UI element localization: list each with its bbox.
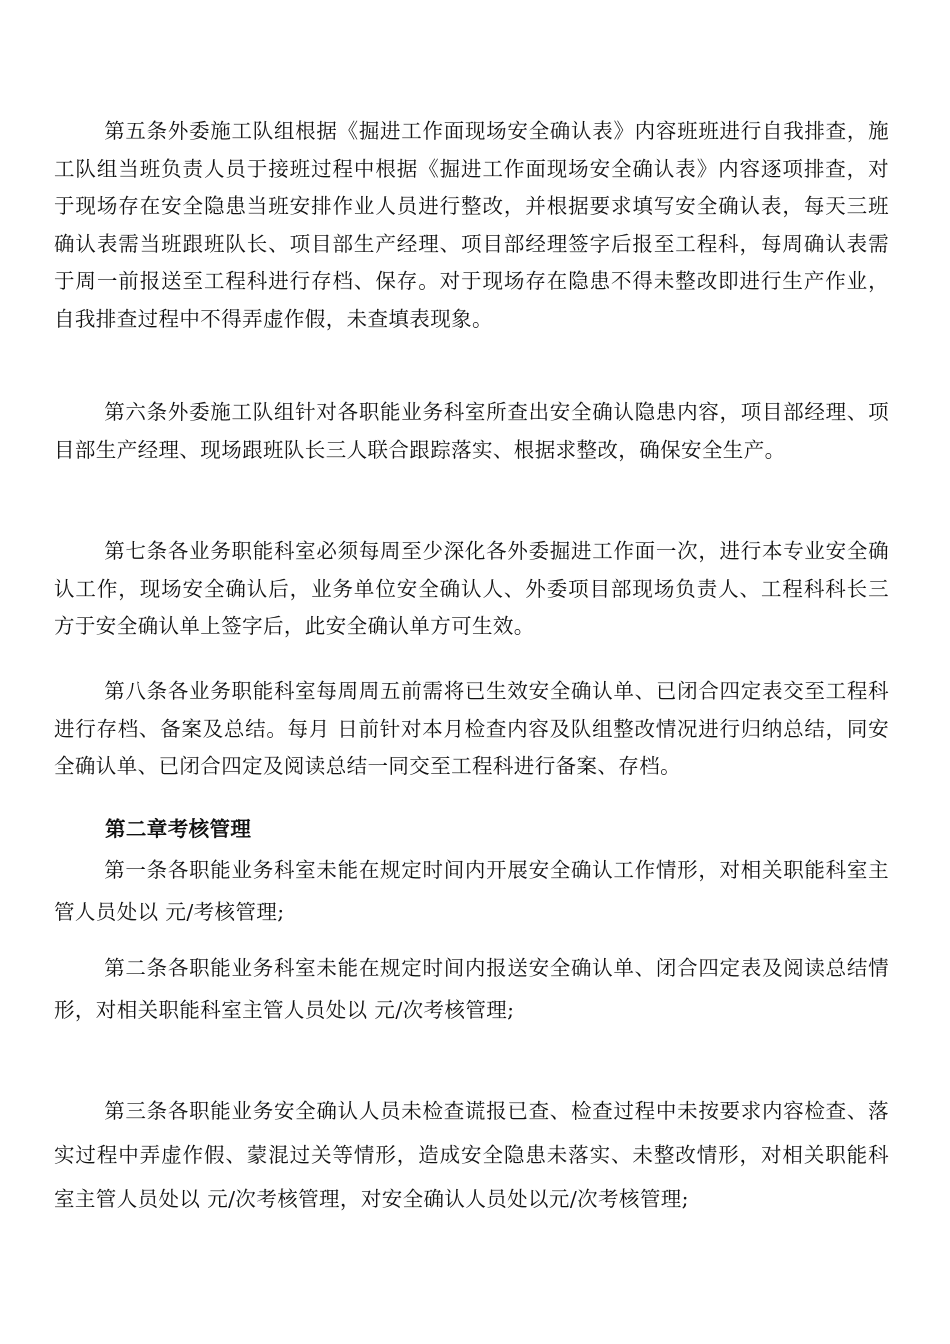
article-5-paragraph: 第五条外委施工队组根据《掘进工作面现场安全确认表》内容班班进行自我排查，施工队组当班负责人员于接班过程中根据《掘进工作面现场安全确认表》内容逐项排查，对于现场存在安全隐患当班安排作业人员进行整改，并根据要求填写安全确认表，每天三班确认表需当班跟班队长、项目部生产经理、项目部经理签字后报至工程科，每周确认表需于周一前报送至工程科进行存档、保存。对于现场存在隐患不得未整改即进行生产作业，自我排查过程中不得弄虚作假，未查填表现象。 [54, 119, 889, 331]
article-8-paragraph: 第八条各业务职能科室每周周五前需将已生效安全确认单、已闭合四定表交至工程科进行存档、备案及总结。每月 日前针对本月检查内容及队组整改情况进行归纳总结，同安全确认单、已闭合四定及阅读总结一同交至工程科进行备案、存档。 [54, 679, 889, 779]
chapter-2-article-1-paragraph: 第一条各职能业务科室未能在规定时间内开展安全确认工作情形，对相关职能科室主管人员处以 元/考核管理; [54, 858, 889, 924]
document-page [54, 0, 889, 1344]
chapter-2-heading: 第二章考核管理 [105, 817, 252, 841]
chapter-2-article-2-paragraph: 第二条各职能业务科室未能在规定时间内报送安全确认单、闭合四定表及阅读总结情形，对相关职能科室主管人员处以 元/次考核管理; [54, 956, 889, 1022]
article-7-paragraph: 第七条各业务职能科室必须每周至少深化各外委掘进工作面一次，进行本专业安全确认工作，现场安全确认后，业务单位安全确认人、外委项目部现场负责人、工程科科长三方于安全确认单上签字后，此安全确认单方可生效。 [54, 539, 889, 639]
article-6-paragraph: 第六条外委施工队组针对各职能业务科室所查出安全确认隐患内容，项目部经理、项目部生产经理、现场跟班队长三人联合跟踪落实、根据求整改，确保安全生产。 [54, 400, 889, 462]
chapter-2-article-3-paragraph: 第三条各职能业务安全确认人员未检查谎报已查、检查过程中未按要求内容检查、落实过程中弄虚作假、蒙混过关等情形，造成安全隐患未落实、未整改情形，对相关职能科室主管人员处以 元/次考核管理，对安全确认人员处以元/次考核管理; [54, 1099, 889, 1211]
